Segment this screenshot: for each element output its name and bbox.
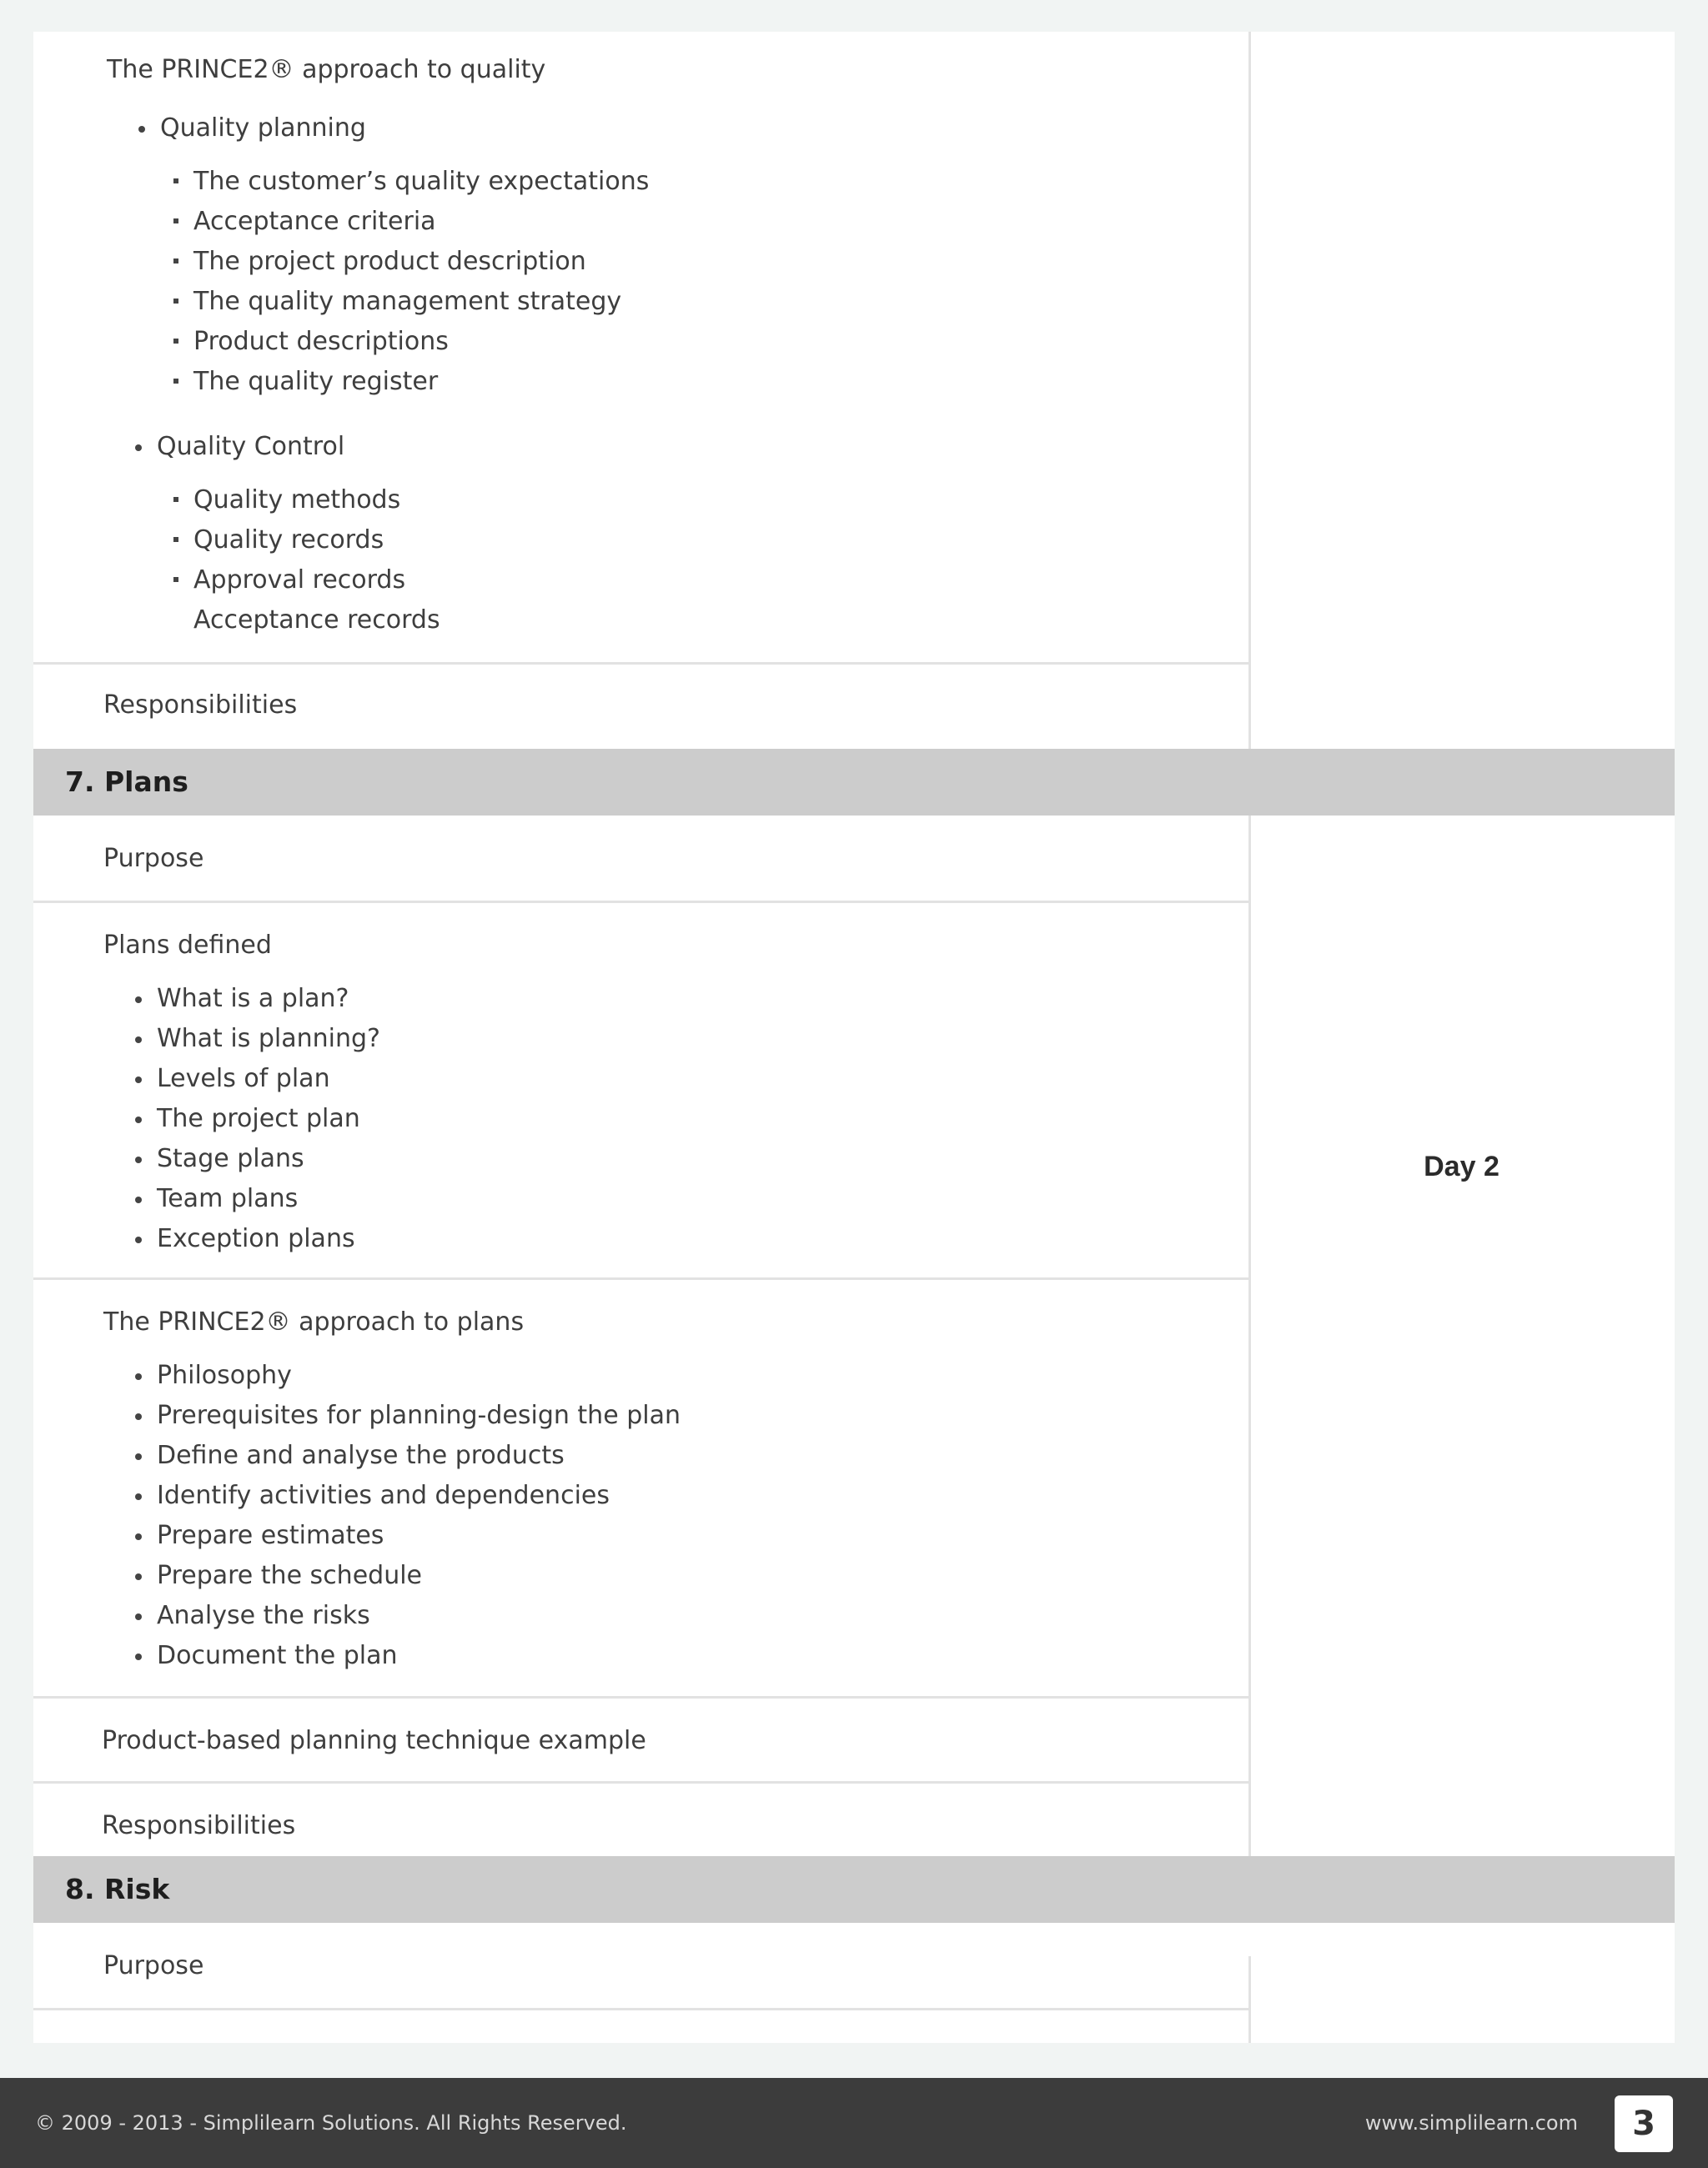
section-header-plans bbox=[33, 749, 1675, 816]
list-item: Identify activities and dependencies bbox=[157, 1476, 681, 1516]
list-item: Analyse the risks bbox=[157, 1596, 681, 1636]
row-divider bbox=[33, 1696, 1248, 1699]
row-divider bbox=[33, 1277, 1248, 1280]
plans-approach-list bbox=[157, 1356, 681, 1676]
list-item: Quality records bbox=[193, 520, 440, 560]
list-item: The customer’s quality expectations bbox=[193, 162, 649, 202]
list-item: Prepare the schedule bbox=[157, 1556, 681, 1596]
quality-control-list bbox=[157, 427, 344, 467]
quality-approach-heading: The PRINCE2® approach to quality bbox=[107, 55, 546, 84]
plans-responsibilities: Responsibilities bbox=[102, 1811, 296, 1840]
document-page bbox=[33, 32, 1675, 2043]
plans-approach-heading: The PRINCE2® approach to plans bbox=[103, 1307, 525, 1337]
list-item: What is planning? bbox=[157, 1019, 380, 1059]
list-item: Philosophy bbox=[157, 1356, 681, 1396]
quality-control-subitems bbox=[193, 480, 440, 640]
row-divider bbox=[33, 1781, 1248, 1784]
list-item: Quality methods bbox=[193, 480, 440, 520]
list-item: The quality register bbox=[193, 362, 649, 402]
row-divider bbox=[33, 901, 1248, 903]
column-divider bbox=[1248, 32, 1251, 749]
footer bbox=[0, 2078, 1708, 2168]
quality-planning-subitems bbox=[193, 162, 649, 402]
quality-responsibilities: Responsibilities bbox=[103, 690, 298, 720]
row-divider bbox=[33, 2008, 1248, 2010]
list-item: The quality management strategy bbox=[193, 282, 649, 322]
list-item: Stage plans bbox=[157, 1139, 380, 1179]
column-divider bbox=[1248, 816, 1251, 1889]
list-item: Levels of plan bbox=[157, 1059, 380, 1099]
list-item: Approval records bbox=[193, 560, 440, 600]
list-item: What is a plan? bbox=[157, 979, 380, 1019]
quality-planning-list bbox=[160, 108, 366, 148]
list-item: Acceptance criteria bbox=[193, 202, 649, 242]
section-title: 8. Risk bbox=[65, 1873, 170, 1905]
plans-defined-list bbox=[157, 979, 380, 1259]
list-item: Prerequisites for planning-design the plan bbox=[157, 1396, 681, 1436]
plans-example: Product-based planning technique example bbox=[102, 1726, 646, 1755]
website-link[interactable]: www.simplilearn.com bbox=[1364, 2111, 1578, 2135]
list-item: Quality planning bbox=[160, 108, 366, 148]
day-label: Day 2 bbox=[1424, 1151, 1500, 1182]
list-item: Quality Control bbox=[157, 427, 344, 467]
list-item: Define and analyse the products bbox=[157, 1436, 681, 1476]
list-item: Document the plan bbox=[157, 1636, 681, 1676]
list-item: Product descriptions bbox=[193, 322, 649, 362]
copyright-text: © 2009 - 2013 - Simplilearn Solutions. All Rights Reserved. bbox=[35, 2111, 627, 2135]
list-item: Acceptance records bbox=[193, 605, 440, 635]
list-item: The project product description bbox=[193, 242, 649, 282]
page-number: 3 bbox=[1615, 2095, 1673, 2152]
list-item: Exception plans bbox=[157, 1219, 380, 1259]
list-item: Prepare estimates bbox=[157, 1516, 681, 1556]
section-header-risk bbox=[33, 1856, 1675, 1923]
list-item: Team plans bbox=[157, 1179, 380, 1219]
section-title: 7. Plans bbox=[65, 765, 188, 798]
list-item: The project plan bbox=[157, 1099, 380, 1139]
risk-purpose: Purpose bbox=[103, 1951, 204, 1980]
column-divider bbox=[1248, 1956, 1251, 2043]
row-divider bbox=[33, 662, 1248, 665]
plans-purpose: Purpose bbox=[103, 844, 204, 873]
plans-defined-heading: Plans defined bbox=[103, 931, 272, 960]
